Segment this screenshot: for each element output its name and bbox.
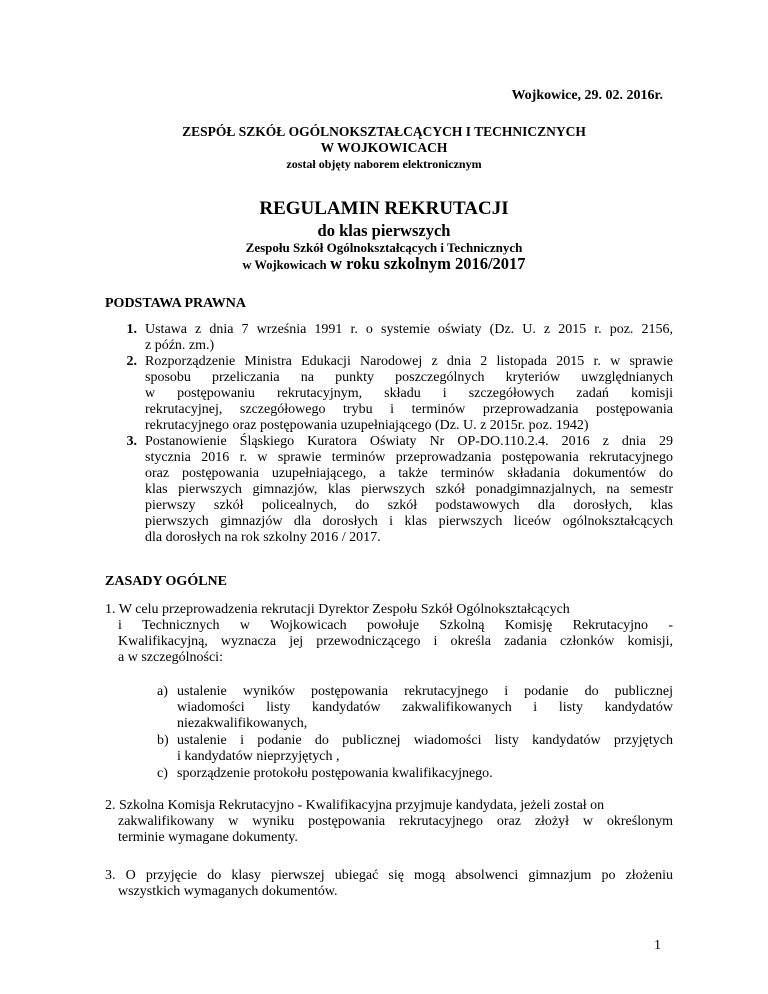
legal-item-text: Ustawa z dnia 7 września 1991 r. o systemie oświaty (Dz. U. z 2015 r. poz. 2156, z późn. zm.) [145,322,673,353]
page-number: 1 [654,938,661,953]
legal-basis-heading: PODSTAWA PRAWNA [105,296,246,311]
document-date: Wojkowice, 29. 02. 2016r. [511,88,663,103]
legal-item-number: 2. [126,354,137,369]
sub-item-letter: b) [157,733,169,748]
regulation-location: w Wojkowicach [242,258,327,272]
legal-item-number: 1. [126,322,137,337]
school-name-line1: ZESPÓŁ SZKÓŁ OGÓLNOKSZTAŁCĄCYCH I TECHNICZNYCH [182,124,586,139]
sub-item-letter: a) [157,684,168,699]
general-rule-1: 1. W celu przeprowadzenia rekrutacji Dyrektor Zespołu Szkół Ogólnokształcących i Technicznych w Wojkowicach powołuje Szkolną Komisję Rekrutacyjno - Kwalifikacyjną, wyznacza jej przewodniczącego i określa zadania członków komisji, a w szczególności: [105,602,673,665]
school-name-line2: W WOJKOWICACH [320,140,448,155]
regulation-school-line: Zespołu Szkół Ogólnokształcących i Technicznych [245,240,523,255]
regulation-title: REGULAMIN REKRUTACJI [259,198,509,219]
regulation-year-line [0,256,768,274]
general-rules-heading: ZASADY OGÓLNE [105,574,228,589]
legal-item-text: Rozporządzenie Ministra Edukacji Narodowej z dnia 2 listopada 2015 r. w sprawie sposobu przeliczania na punkty poszczególnych kryteriów uwzględnianych w postępowaniu rekrutacyjnym, składu i szczegółowych zadań komisji rekrutacyjnej, szczegółowego trybu i terminów przeprowadzania postępowania rekrutacyjnego oraz postępowania uzupełniającego (Dz. U. z 2015r. poz. 1942) [145,354,673,433]
general-rule-2: 2. Szkolna Komisja Rekrutacyjno - Kwalifikacyjna przyjmuje kandydata, jeżeli został on zakwalifikowany w wyniku postępowania rekrutacyjnego oraz złożył w określonym terminie wymagane dokumenty. [105,798,673,845]
legal-item-number: 3. [126,434,137,449]
legal-item-text: Postanowienie Śląskiego Kuratora Oświaty Nr OP-DO.110.2.4. 2016 z dnia 29 stycznia 2016 r. w sprawie terminów przeprowadzania postępowania rekrutacyjnego oraz postępowania uzupełniającego, a także terminów składania dokumentów do klas pierwszych gimnazjów, klas pierwszych szkół ponadgimnazjalnych, na semestr pierwszy szkół policealnych, do szkół podstawowych dla dorosłych, klas pierwszych gimnazjów dla dorosłych i klas pierwszych liceów ogólnokształcących dla dorosłych na rok szkolny 2016 / 2017. [145,434,673,545]
general-rule-3: 3. O przyjęcie do klasy pierwszej ubiegać się mogą absolwenci gimnazjum po złożeniu wszystkich wymaganych dokumentów. [105,868,673,899]
regulation-year: w roku szkolnym 2016/2017 [330,254,526,273]
school-enrollment-note: został objęty naborem elektronicznym [286,157,482,171]
sub-item-letter: c) [157,766,168,781]
regulation-subtitle: do klas pierwszych [317,221,451,240]
